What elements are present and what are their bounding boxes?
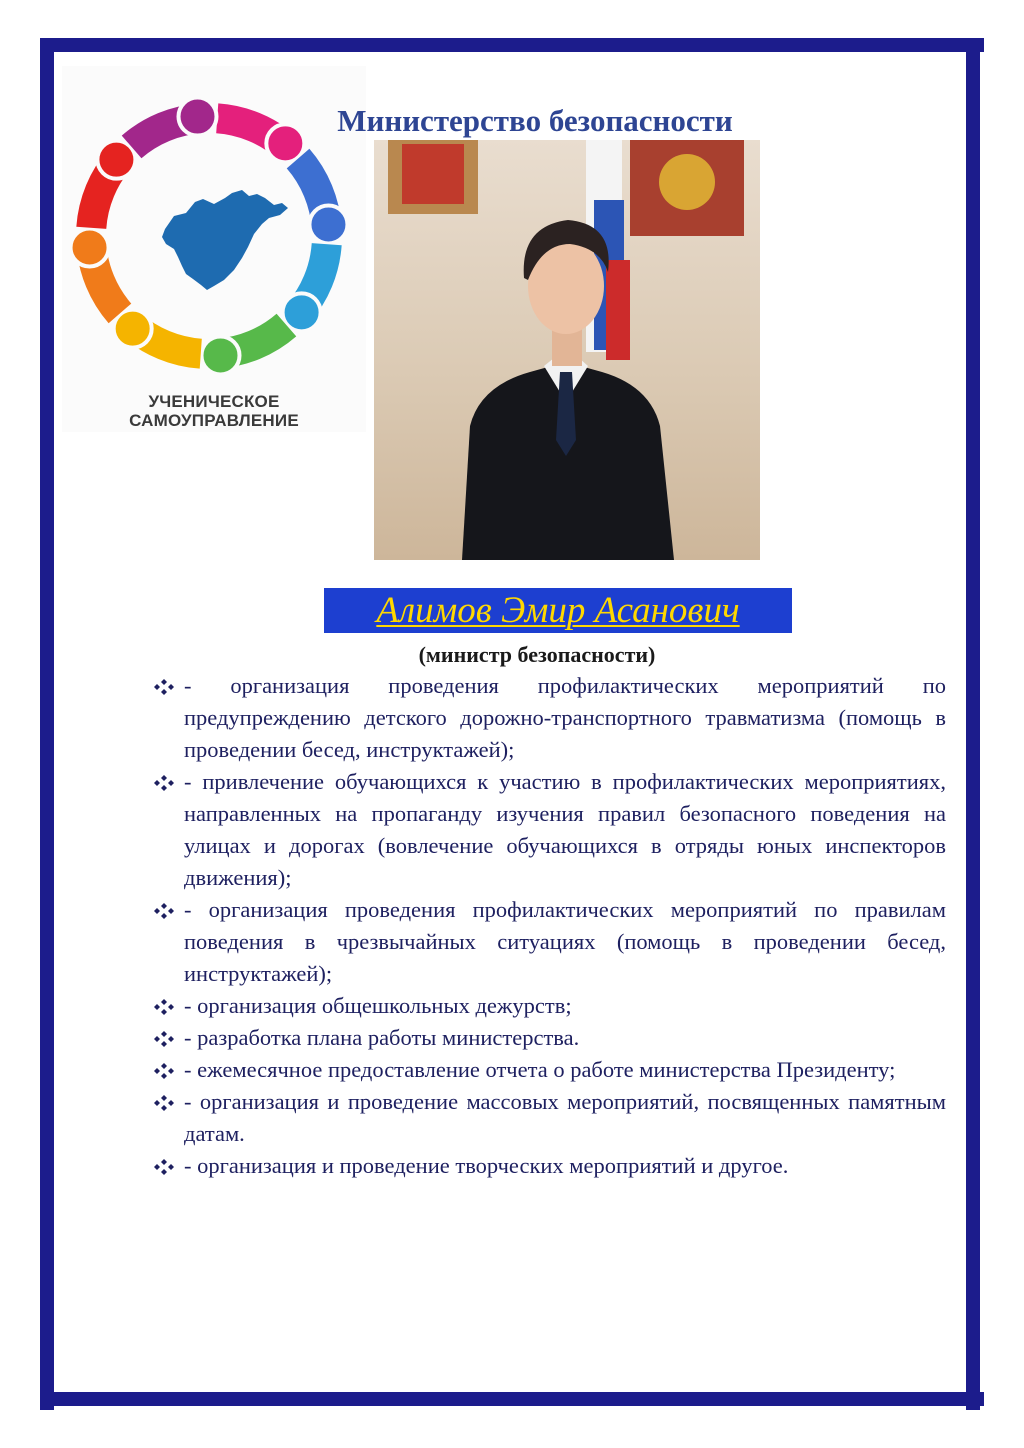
diamond-bullet-icon: [152, 1063, 176, 1079]
eagle-emblem: [659, 154, 715, 210]
list-item: [152, 1150, 946, 1182]
list-item: [152, 1022, 946, 1054]
logo-person-head: [283, 293, 321, 331]
border-right: [966, 38, 984, 1410]
diamond-bullet-icon: [152, 1095, 176, 1111]
diamond-bullet-icon: [152, 1031, 176, 1047]
duty-text: - ежемесячное предоставление отчета о работе министерства Президенту;: [184, 1057, 896, 1082]
flag-red: [606, 260, 630, 360]
list-item: [152, 990, 946, 1022]
logo-person-head: [114, 310, 152, 348]
logo-person-head: [309, 205, 347, 243]
duty-text: - разработка плана работы министерства.: [184, 1025, 580, 1050]
crimea-shield: [402, 144, 464, 204]
logo-person-head: [178, 98, 216, 136]
diamond-bullet-icon: [152, 999, 176, 1015]
logo-person-head: [71, 229, 109, 267]
logo-line-1: УЧЕНИЧЕСКОЕ: [148, 392, 280, 411]
diamond-bullet-icon: [152, 1159, 176, 1175]
duty-text: - организация проведения профилактических мероприятий по правилам поведения в чрезвычайных ситуациях (помощь в проведении бесед, инструктажей);: [184, 897, 946, 986]
list-item: [152, 1054, 946, 1086]
list-item: [152, 766, 946, 894]
logo-line-2: САМОУПРАВЛЕНИЕ: [129, 411, 299, 430]
portrait-illustration: [374, 140, 760, 560]
person-name: Алимов Эмир Асанович: [376, 590, 740, 631]
duties-list: [152, 670, 946, 1182]
duty-text: - организация проведения профилактических мероприятий по предупреждению детского дорожно-транспортного травматизма (помощь в проведении бесед, инструктажей);: [184, 673, 946, 762]
name-banner: [324, 588, 792, 633]
duty-text: - организация и проведение массовых мероприятий, посвященных памятным датам.: [184, 1089, 946, 1146]
diamond-bullet-icon: [152, 775, 176, 791]
diamond-bullet-icon: [152, 903, 176, 919]
list-item: [152, 670, 946, 766]
border-bottom: [40, 1392, 984, 1410]
logo-person-head: [97, 141, 135, 179]
diamond-bullet-icon: [152, 679, 176, 695]
border-left: [40, 38, 58, 1410]
duty-text: - организация и проведение творческих мероприятий и другое.: [184, 1153, 789, 1178]
duty-text: - организация общешкольных дежурств;: [184, 993, 572, 1018]
page-title: Министерство безопасности: [337, 103, 733, 138]
list-item: [152, 1086, 946, 1150]
crimea-map-icon: [162, 190, 288, 290]
duty-text: - привлечение обучающихся к участию в профилактических мероприятиях, направленных на пропаганду изучения правил безопасного поведения на улицах и дорогах (вовлечение обучающихся в отряды юных инспекторов движения);: [184, 769, 946, 890]
list-item: [152, 894, 946, 990]
person-role: (министр безопасности): [418, 642, 656, 667]
border-top: [40, 38, 984, 56]
logo-person-head: [202, 336, 240, 374]
portrait-photo: [374, 140, 760, 560]
